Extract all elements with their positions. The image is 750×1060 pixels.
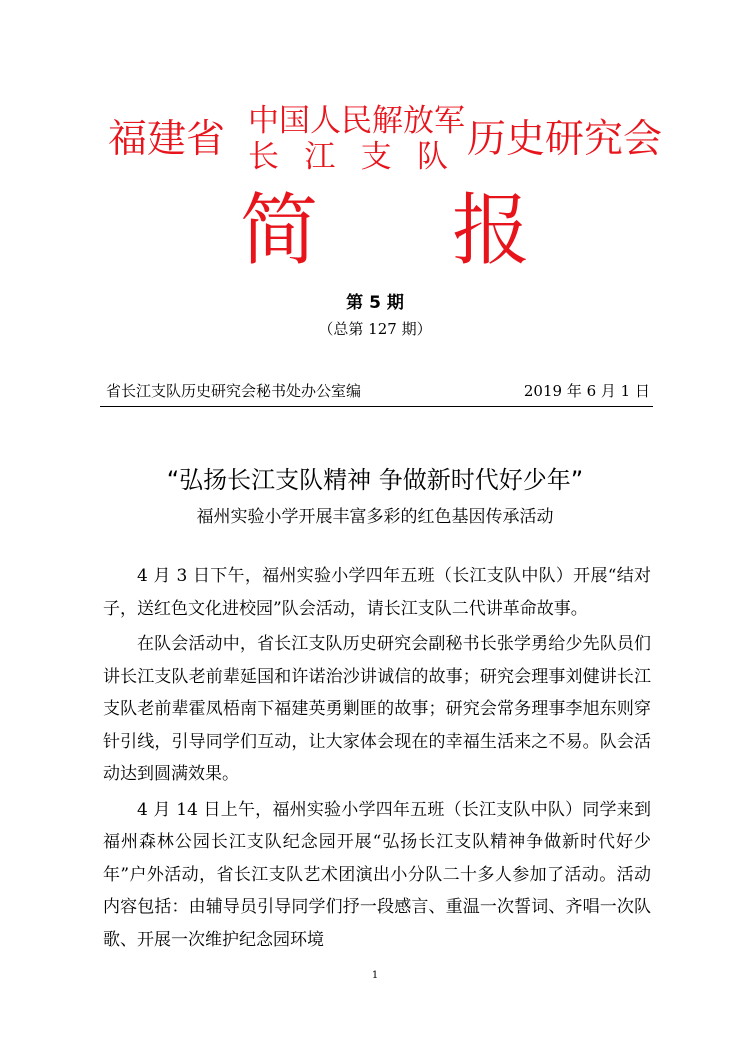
brief-title-char: 简: [240, 186, 319, 276]
org-name-middle-line2: [248, 140, 448, 174]
org-char: 队: [416, 139, 448, 175]
page-number: 1: [371, 970, 379, 981]
brief-title: [240, 186, 530, 276]
header-divider: [100, 406, 653, 407]
org-name-right: 历史研究会: [467, 117, 663, 162]
org-char: 江: [304, 139, 336, 175]
org-name-middle-line1: 中国人民解放军: [248, 103, 465, 139]
org-char: 支: [360, 139, 392, 175]
org-name-middle: [248, 103, 465, 175]
article-headline: “弘扬长江支队精神 争做新时代好少年”: [166, 466, 584, 494]
article-paragraph: 4 月 14 日上午，福州实验小学四年五班（长江支队中队）同学来到福州森林公园长江支队纪念园开展“弘扬长江支队精神争做新时代好少年”户外活动，省长江支队艺术团演出小分队二十多人参加了活动。活动内容包括：由辅导员引导同学们抒一段感言、重温一次誓词、齐唱一次队歌、开展一次维护纪念园环境: [103, 799, 651, 950]
brief-title-char: 报: [451, 186, 530, 276]
article-paragraph: 4 月 3 日下午，福州实验小学四年五班（长江支队中队）开展“结对子，送红色文化进校园”队会活动，请长江支队二代讲革命故事。: [103, 566, 651, 619]
org-char: 长: [248, 139, 279, 175]
article-subhead: 福州实验小学开展丰富多彩的红色基因传承活动: [196, 507, 554, 527]
issue-number: 第 5 期: [346, 293, 404, 313]
publisher-name: 省长江支队历史研究会秘书处办公室编: [106, 382, 362, 400]
publish-date: 2019 年 6 月 1 日: [523, 382, 650, 400]
article-paragraph: 在队会活动中，省长江支队历史研究会副秘书长张学勇给少先队员们讲长江支队老前辈延国和许诺治沙讲诚信的故事；研究会理事刘健讲长江支队老前辈霍凤梧南下福建英勇剿匪的故事；研究会常务理事李旭东则穿针引线，引导同学们互动，让大家体会现在的幸福生活来之不易。队会活动达到圆满效果。: [103, 634, 651, 784]
article-body: [103, 560, 651, 956]
org-name-left: 福建省: [108, 117, 226, 162]
issue-total: （总第 127 期）: [318, 320, 432, 338]
